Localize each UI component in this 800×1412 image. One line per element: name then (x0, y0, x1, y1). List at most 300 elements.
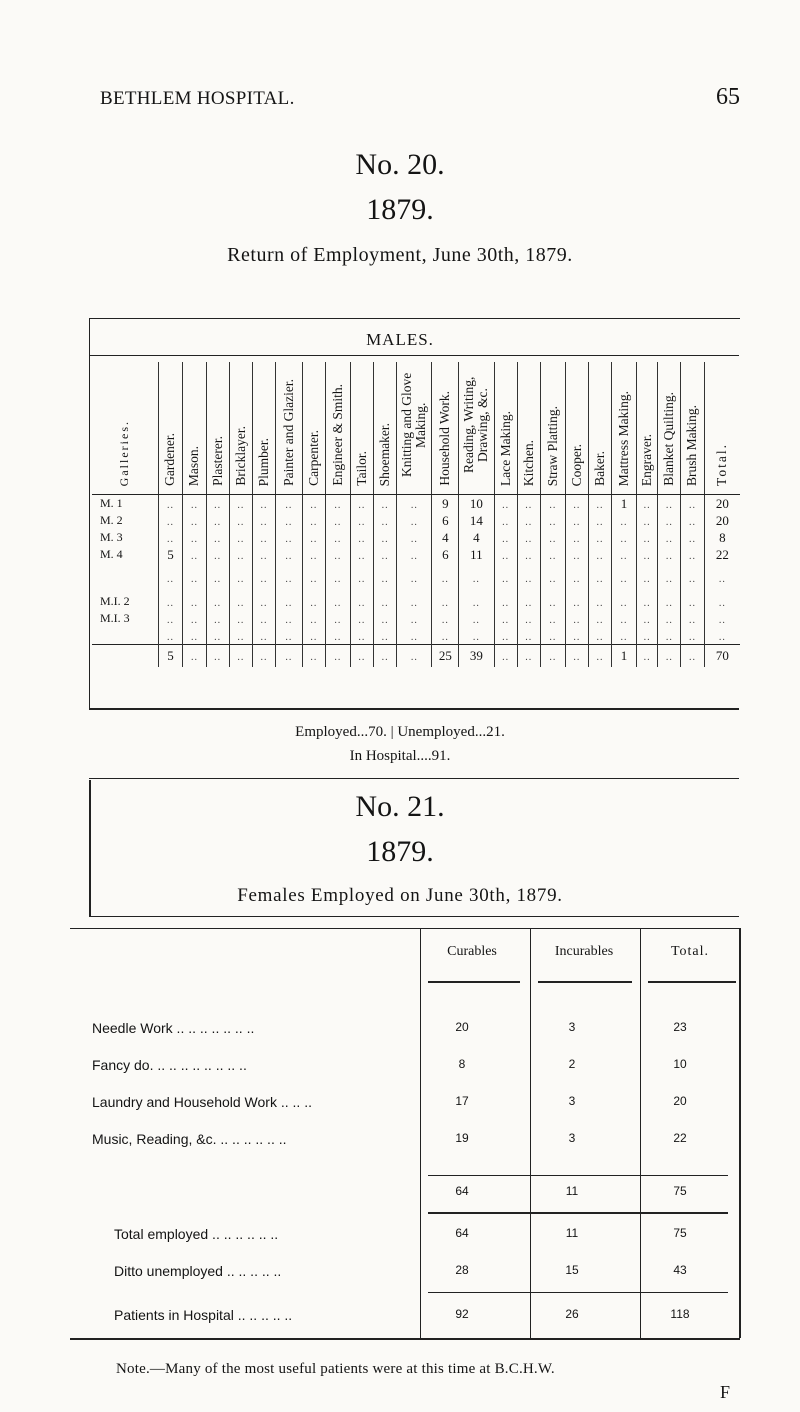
cell-total: 10 (673, 1057, 687, 1071)
cell-curables: 64 (455, 1226, 469, 1240)
cell-empty: .. (565, 627, 588, 645)
cell-gardener: .. (158, 563, 183, 593)
cell-empty: .. (565, 593, 588, 610)
cell-reading: 14 (459, 512, 494, 529)
cell-empty: .. (374, 563, 397, 593)
col-engraver: Engraver. (637, 362, 658, 495)
cell-empty: .. (252, 627, 275, 645)
cell-mattress: .. (612, 546, 637, 563)
row-label: Fancy do. .. .. .. .. .. .. .. .. (92, 1057, 247, 1073)
cell-gardener: .. (158, 610, 183, 627)
cell-empty: .. (183, 529, 206, 546)
cell-empty: .. (637, 546, 658, 563)
col-curables: Curables (447, 944, 497, 959)
cell-empty: .. (302, 627, 325, 645)
cell-curables: 28 (455, 1263, 469, 1277)
cell-total: 75 (673, 1226, 687, 1240)
rule (648, 981, 736, 983)
col-household-work: Household Work. (432, 362, 459, 495)
cell-empty: .. (397, 645, 432, 668)
cell-empty: .. (252, 610, 275, 627)
in-hospital-summary: In Hospital....91. (349, 748, 451, 764)
cell-reading: 39 (459, 645, 494, 668)
cell-gallery: M. 3 (100, 530, 123, 544)
cell-empty: .. (229, 645, 252, 668)
cell-empty: .. (637, 512, 658, 529)
cell-empty: .. (206, 627, 229, 645)
cell-gallery: M. 4 (100, 547, 123, 561)
cell-empty: .. (540, 563, 565, 593)
table-20-year: 1879. (366, 193, 434, 226)
col-blanket-quilting: Blanket Quilting. (658, 362, 681, 495)
cell-empty: .. (517, 563, 540, 593)
cell-incurables: 3 (568, 1094, 576, 1108)
cell-empty: .. (229, 563, 252, 593)
col-kitchen: Kitchen. (517, 362, 540, 495)
cell-household: 6 (432, 546, 459, 563)
cell-total: 22 (704, 546, 740, 563)
col-brush-making: Brush Making. (681, 362, 704, 495)
table-row (92, 593, 740, 610)
rule (420, 928, 421, 1338)
cell-incurables: 3 (568, 1020, 576, 1034)
cell-empty: .. (374, 546, 397, 563)
cell-empty: .. (302, 563, 325, 593)
cell-empty: .. (588, 627, 611, 645)
cell-total: .. (704, 563, 740, 593)
cell-total: 8 (704, 529, 740, 546)
cell-empty: .. (206, 529, 229, 546)
cell-total: 20 (704, 495, 740, 513)
cell-empty: .. (494, 645, 517, 668)
cell-empty: .. (397, 627, 432, 645)
rule (428, 1175, 728, 1176)
rule (89, 780, 91, 916)
cell-gardener: .. (158, 495, 183, 513)
cell-reading: 4 (459, 529, 494, 546)
col-plumber: Plumber. (252, 362, 275, 495)
cell-empty: .. (637, 593, 658, 610)
rule (89, 778, 739, 779)
employed-summary: Employed...70. | Unemployed...21. (295, 724, 505, 740)
cell-mattress: .. (612, 627, 637, 645)
cell-curables: 8 (458, 1057, 466, 1071)
cell-empty: .. (397, 593, 432, 610)
cell-empty: .. (658, 610, 681, 627)
cell-empty: .. (183, 593, 206, 610)
col-tailor: Tailor. (350, 362, 373, 495)
cell-empty: .. (206, 593, 229, 610)
cell-empty: .. (374, 495, 397, 513)
cell-empty: .. (276, 495, 303, 513)
cell-empty: .. (658, 529, 681, 546)
spacer-row (92, 627, 740, 645)
cell-total: .. (704, 610, 740, 627)
cell-empty: .. (183, 495, 206, 513)
table-row (92, 495, 740, 513)
cell-empty: .. (325, 563, 350, 593)
cell-household: .. (432, 610, 459, 627)
cell-mattress: .. (612, 512, 637, 529)
cell-empty: .. (517, 645, 540, 668)
cell-empty: .. (325, 593, 350, 610)
cell-empty: .. (350, 610, 373, 627)
cell-empty: .. (658, 627, 681, 645)
cell-empty: .. (540, 529, 565, 546)
cell-empty: .. (517, 627, 540, 645)
cell-mattress: 1 (612, 645, 637, 668)
cell-empty: .. (183, 610, 206, 627)
cell-empty: .. (588, 645, 611, 668)
totals-row (92, 645, 740, 668)
cell-empty: .. (658, 645, 681, 668)
cell-empty: .. (637, 627, 658, 645)
cell-empty: .. (183, 645, 206, 668)
cell-empty: .. (637, 610, 658, 627)
cell-household: .. (432, 627, 459, 645)
rule (530, 928, 531, 1338)
rule (428, 1292, 728, 1293)
running-head: BETHLEM HOSPITAL. (100, 88, 295, 109)
cell-household: .. (432, 593, 459, 610)
cell-empty: .. (206, 546, 229, 563)
cell-empty: .. (494, 495, 517, 513)
cell-gallery: M.I. 3 (100, 611, 130, 625)
cell-empty: .. (229, 512, 252, 529)
cell-empty: .. (252, 512, 275, 529)
cell-empty: .. (325, 627, 350, 645)
cell-empty: .. (302, 645, 325, 668)
cell-gallery (92, 563, 158, 593)
rule (70, 1338, 740, 1340)
cell-empty: .. (325, 529, 350, 546)
cell-empty: .. (681, 610, 704, 627)
cell-empty: .. (658, 593, 681, 610)
cell-total: 20 (673, 1094, 687, 1108)
cell-total: 43 (673, 1263, 687, 1277)
cell-empty: .. (588, 529, 611, 546)
cell-empty: .. (276, 512, 303, 529)
cell-empty: .. (252, 546, 275, 563)
signature-mark: F (720, 1382, 731, 1402)
cell-empty: .. (183, 627, 206, 645)
cell-empty: .. (540, 610, 565, 627)
cell-empty: .. (229, 546, 252, 563)
cell-empty: .. (183, 546, 206, 563)
cell-empty: .. (588, 563, 611, 593)
cell-reading: 11 (459, 546, 494, 563)
cell-mattress: .. (612, 563, 637, 593)
cell-empty: .. (494, 563, 517, 593)
cell-empty: .. (374, 593, 397, 610)
cell-empty: .. (229, 610, 252, 627)
cell-empty: .. (350, 645, 373, 668)
cell-empty: .. (397, 512, 432, 529)
cell-empty: .. (325, 610, 350, 627)
cell-empty: .. (252, 529, 275, 546)
col-galleries: Galleries. (92, 362, 158, 495)
cell-empty: .. (350, 546, 373, 563)
cell-empty: .. (494, 610, 517, 627)
cell-empty: .. (374, 645, 397, 668)
cell-empty: .. (681, 529, 704, 546)
cell-total: 22 (673, 1131, 687, 1145)
cell-empty: .. (681, 563, 704, 593)
cell-gallery (92, 627, 158, 645)
cell-empty: .. (302, 495, 325, 513)
table-21-year: 1879. (366, 835, 434, 868)
cell-empty: .. (565, 529, 588, 546)
cell-empty: .. (276, 610, 303, 627)
cell-empty: .. (229, 495, 252, 513)
cell-empty: .. (374, 610, 397, 627)
cell-empty: .. (374, 627, 397, 645)
col-total: Total. (670, 944, 710, 959)
col-total: Total. (704, 362, 740, 495)
cell-empty: .. (637, 645, 658, 668)
cell-reading: .. (459, 610, 494, 627)
cell-empty: .. (517, 546, 540, 563)
row-label: Needle Work .. .. .. .. .. .. .. (92, 1020, 255, 1036)
cell-empty: .. (658, 512, 681, 529)
cell-empty: .. (374, 512, 397, 529)
cell-empty: .. (588, 495, 611, 513)
cell-empty: .. (276, 645, 303, 668)
cell-gardener: 5 (158, 546, 183, 563)
rule (538, 981, 632, 983)
cell-empty: .. (565, 645, 588, 668)
cell-empty: .. (276, 593, 303, 610)
cell-empty: .. (540, 593, 565, 610)
cell-gardener: .. (158, 627, 183, 645)
cell-total: .. (704, 593, 740, 610)
cell-empty: .. (325, 495, 350, 513)
cell-empty: .. (350, 529, 373, 546)
row-label: Ditto unemployed .. .. .. .. .. (114, 1263, 282, 1279)
cell-empty: .. (229, 627, 252, 645)
cell-reading: .. (459, 593, 494, 610)
cell-empty: .. (302, 546, 325, 563)
col-painter-glazier: Painter and Glazier. (276, 362, 303, 495)
cell-reading: .. (459, 627, 494, 645)
cell-empty: .. (325, 512, 350, 529)
row-label: Laundry and Household Work .. .. .. (92, 1094, 312, 1110)
cell-empty: .. (681, 627, 704, 645)
cell-empty: .. (540, 546, 565, 563)
cell-empty: .. (517, 593, 540, 610)
cell-empty: .. (540, 512, 565, 529)
cell-empty: .. (276, 546, 303, 563)
cell-empty: .. (658, 495, 681, 513)
cell-household: 9 (432, 495, 459, 513)
cell-incurables: 11 (565, 1226, 579, 1240)
cell-empty: .. (397, 529, 432, 546)
cell-curables: 92 (455, 1307, 469, 1321)
table-row (92, 512, 740, 529)
cell-empty: .. (658, 546, 681, 563)
cell-empty: .. (252, 645, 275, 668)
cell-empty: .. (565, 546, 588, 563)
cell-gardener: .. (158, 593, 183, 610)
cell-empty: .. (681, 593, 704, 610)
cell-empty: .. (494, 529, 517, 546)
col-lace-making: Lace Making. (494, 362, 517, 495)
cell-empty: .. (517, 610, 540, 627)
table-20-number: No. 20. (355, 148, 445, 181)
cell-empty: .. (350, 593, 373, 610)
rule (428, 981, 520, 983)
cell-curables: 20 (455, 1020, 469, 1034)
cell-household: 4 (432, 529, 459, 546)
cell-empty: .. (252, 563, 275, 593)
col-gardener: Gardener. (158, 362, 183, 495)
cell-empty: .. (206, 495, 229, 513)
cell-empty: .. (183, 512, 206, 529)
rule (89, 355, 739, 356)
cell-gardener: .. (158, 512, 183, 529)
section-label: MALES. (366, 330, 434, 349)
col-mattress-making: Mattress Making. (612, 362, 637, 495)
cell-total: .. (704, 627, 740, 645)
cell-total: 20 (704, 512, 740, 529)
col-shoemaker: Shoemaker. (374, 362, 397, 495)
rule (89, 708, 739, 710)
cell-empty: .. (494, 593, 517, 610)
cell-empty: .. (681, 546, 704, 563)
cell-incurables: 3 (568, 1131, 576, 1145)
cell-empty: .. (494, 627, 517, 645)
cell-gardener: 5 (158, 645, 183, 668)
row-label: Music, Reading, &c. .. .. .. .. .. .. (92, 1131, 287, 1147)
cell-empty: .. (517, 495, 540, 513)
cell-empty: .. (637, 529, 658, 546)
cell-mattress: .. (612, 529, 637, 546)
cell-total: 23 (673, 1020, 687, 1034)
cell-empty: .. (565, 495, 588, 513)
cell-empty: .. (397, 563, 432, 593)
cell-total: 75 (673, 1184, 687, 1198)
cell-empty: .. (397, 546, 432, 563)
col-cooper: Cooper. (565, 362, 588, 495)
cell-empty: .. (276, 563, 303, 593)
cell-empty: .. (397, 610, 432, 627)
cell-empty: .. (588, 593, 611, 610)
spacer-row (92, 563, 740, 593)
table-21-number: No. 21. (355, 790, 445, 823)
cell-empty: .. (588, 610, 611, 627)
cell-empty: .. (540, 627, 565, 645)
cell-empty: .. (588, 512, 611, 529)
cell-gardener: .. (158, 529, 183, 546)
cell-empty: .. (229, 593, 252, 610)
cell-gallery (92, 645, 158, 668)
col-mason: Mason. (183, 362, 206, 495)
cell-empty: .. (494, 546, 517, 563)
footnote: Note.—Many of the most useful patients were at this time at B.C.H.W. (116, 1361, 555, 1377)
cell-incurables: 15 (565, 1263, 579, 1277)
cell-empty: .. (681, 495, 704, 513)
col-knitting-glove: Knitting and Glove Making. (397, 362, 432, 495)
cell-curables: 17 (455, 1094, 469, 1108)
row-label: Total employed .. .. .. .. .. .. (114, 1226, 279, 1242)
cell-empty: .. (350, 563, 373, 593)
cell-empty: .. (206, 512, 229, 529)
cell-curables: 19 (455, 1131, 469, 1145)
cell-empty: .. (517, 512, 540, 529)
cell-household: 25 (432, 645, 459, 668)
cell-empty: .. (681, 645, 704, 668)
cell-empty: .. (565, 512, 588, 529)
cell-total: 70 (704, 645, 740, 668)
cell-empty: .. (350, 512, 373, 529)
rule (428, 1212, 728, 1214)
page-number: 65 (716, 84, 740, 110)
cell-empty: .. (276, 627, 303, 645)
cell-empty: .. (588, 546, 611, 563)
cell-empty: .. (637, 563, 658, 593)
table-21-subtitle: Females Employed on June 30th, 1879. (237, 885, 563, 906)
col-reading-writing: Reading, Writing, Drawing, &c. (459, 362, 494, 495)
cell-empty: .. (494, 512, 517, 529)
cell-gallery: M.I. 2 (100, 594, 130, 608)
cell-reading: .. (459, 563, 494, 593)
cell-reading: 10 (459, 495, 494, 513)
table-row (92, 529, 740, 546)
cell-mattress: 1 (612, 495, 637, 513)
cell-empty: .. (302, 610, 325, 627)
cell-empty: .. (206, 645, 229, 668)
cell-total: 118 (670, 1307, 690, 1321)
cell-empty: .. (325, 546, 350, 563)
cell-empty: .. (637, 495, 658, 513)
col-plasterer: Plasterer. (206, 362, 229, 495)
cell-empty: .. (206, 610, 229, 627)
table-row (92, 610, 740, 627)
rule (739, 928, 741, 1338)
col-baker: Baker. (588, 362, 611, 495)
cell-household: .. (432, 563, 459, 593)
col-engineer-smith: Engineer & Smith. (325, 362, 350, 495)
cell-mattress: .. (612, 593, 637, 610)
males-employment-table (92, 362, 740, 667)
cell-empty: .. (252, 495, 275, 513)
cell-gallery: M. 1 (100, 496, 123, 510)
cell-empty: .. (302, 512, 325, 529)
cell-empty: .. (565, 610, 588, 627)
rule (89, 916, 739, 917)
cell-empty: .. (302, 593, 325, 610)
table-20-subtitle: Return of Employment, June 30th, 1879. (227, 244, 573, 266)
cell-empty: .. (350, 627, 373, 645)
cell-gallery: M. 2 (100, 513, 123, 527)
cell-empty: .. (540, 645, 565, 668)
col-incurables: Incurables (554, 944, 614, 959)
row-label: Patients in Hospital .. .. .. .. .. (114, 1307, 293, 1323)
cell-empty: .. (374, 529, 397, 546)
cell-empty: .. (540, 495, 565, 513)
cell-mattress: .. (612, 610, 637, 627)
cell-empty: .. (206, 563, 229, 593)
cell-empty: .. (276, 529, 303, 546)
cell-empty: .. (517, 529, 540, 546)
cell-incurables: 11 (565, 1184, 579, 1198)
cell-empty: .. (229, 529, 252, 546)
cell-incurables: 2 (568, 1057, 576, 1071)
table-row (92, 546, 740, 563)
cell-empty: .. (681, 512, 704, 529)
cell-empty: .. (350, 495, 373, 513)
cell-empty: .. (302, 529, 325, 546)
